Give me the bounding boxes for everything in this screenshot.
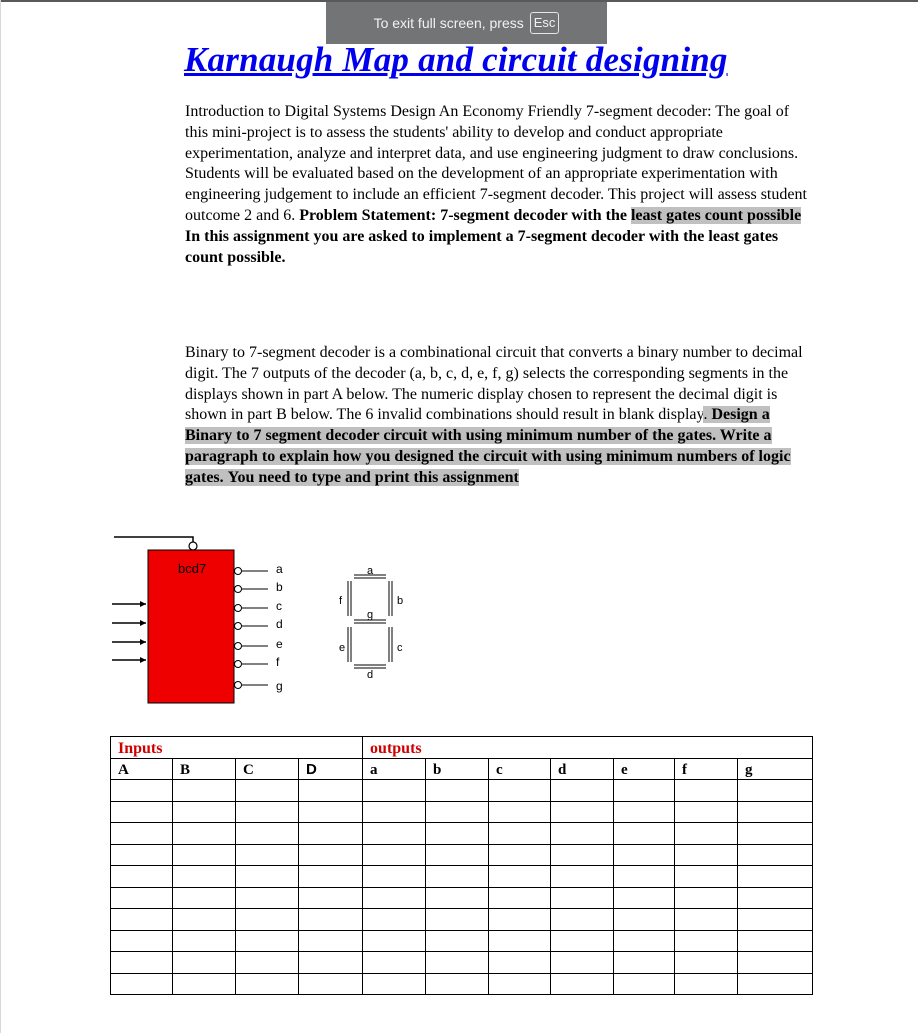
- table-cell: [111, 909, 173, 931]
- table-cell: [675, 887, 738, 909]
- table-cell: [236, 823, 299, 845]
- table-cell: [426, 801, 489, 823]
- decoder-output-e: e: [276, 637, 283, 651]
- table-cell: [236, 909, 299, 931]
- table-cell: [489, 801, 551, 823]
- table-cell: [675, 801, 738, 823]
- table-cell: [111, 930, 173, 952]
- table-cell: [173, 801, 236, 823]
- header-output-a: a: [363, 758, 426, 780]
- table-cell: [675, 952, 738, 974]
- table-cell: [551, 801, 614, 823]
- decoder-outputs: [235, 562, 284, 693]
- table-cell: [551, 887, 614, 909]
- table-cell: [173, 780, 236, 802]
- decoder-output-d: d: [276, 617, 283, 631]
- table-cell: [489, 930, 551, 952]
- table-cell: [111, 844, 173, 866]
- decoder-output-c: c: [276, 599, 282, 613]
- table-cell: [489, 973, 551, 995]
- header-input-d: D: [299, 758, 363, 780]
- table-cell: [173, 952, 236, 974]
- table-cell: [363, 952, 426, 974]
- table-cell: [551, 952, 614, 974]
- table-cell: [299, 973, 363, 995]
- table-cell: [738, 952, 813, 974]
- table-row: [111, 866, 813, 888]
- table-cell: [489, 844, 551, 866]
- table-cell: [675, 909, 738, 931]
- segment-label-g: g: [367, 609, 374, 621]
- table-cell: [489, 866, 551, 888]
- decoder-text: Binary to 7-segment decoder is a combinational circuit that converts a binary number to decimal digit. The 7 outputs of the decoder (a, b, c, d, e, f, g) selects the corresponding segments in the displays shown in part A below. The numeric display chosen to represent the decimal digit is shown in part B below. The 6 invalid combinations should result in blank display: [185, 344, 803, 424]
- table-cell: [236, 844, 299, 866]
- table-cell: [299, 887, 363, 909]
- truth-table-header-row: [111, 758, 813, 780]
- table-cell: [426, 823, 489, 845]
- decoder-label: bcd7: [178, 561, 207, 576]
- header-output-d: d: [551, 758, 614, 780]
- table-cell: [236, 973, 299, 995]
- segment-label-d: d: [367, 669, 374, 681]
- table-cell: [551, 823, 614, 845]
- table-cell: [236, 780, 299, 802]
- decoder-diagram: [0, 520, 918, 720]
- intro-paragraph: [185, 102, 813, 268]
- table-row: [111, 780, 813, 802]
- table-cell: [111, 887, 173, 909]
- table-cell: [236, 930, 299, 952]
- table-cell: [614, 780, 675, 802]
- table-cell: [738, 973, 813, 995]
- table-cell: [675, 780, 738, 802]
- table-cell: [614, 952, 675, 974]
- table-cell: [299, 844, 363, 866]
- table-cell: [363, 887, 426, 909]
- highlighted-phrase: least gates count possible: [630, 206, 802, 224]
- table-cell: [363, 930, 426, 952]
- table-cell: [738, 780, 813, 802]
- table-row: [111, 930, 813, 952]
- table-cell: [299, 780, 363, 802]
- table-cell: [299, 823, 363, 845]
- truth-table-group-row: [111, 737, 813, 759]
- header-input-b: B: [173, 758, 236, 780]
- table-cell: [363, 780, 426, 802]
- table-cell: [111, 866, 173, 888]
- design-instructions: Design a Binary to 7 segment decoder circuit with using minimum number of the gates. Write a paragraph to explain how you designed the circuit with using minimum numbers of logic gates.: [185, 406, 791, 486]
- header-output-c: c: [489, 758, 551, 780]
- problem-statement-lead: Problem Statement: 7-segment decoder with the: [299, 206, 631, 224]
- table-cell: [489, 823, 551, 845]
- table-row: [111, 823, 813, 845]
- table-row: [111, 909, 813, 931]
- table-cell: [738, 930, 813, 952]
- page-title: Karnaugh Map and circuit designing: [184, 40, 728, 79]
- esc-key-badge[interactable]: Esc: [530, 12, 560, 34]
- table-cell: [738, 844, 813, 866]
- enable-line: [114, 537, 193, 542]
- decoder-output-f: f: [276, 655, 280, 669]
- inputs-group-label: Inputs: [111, 737, 363, 759]
- header-input-a: A: [111, 758, 173, 780]
- fullscreen-exit-banner: [326, 2, 607, 44]
- input-arrows: [112, 601, 146, 663]
- table-row: [111, 952, 813, 974]
- table-cell: [111, 801, 173, 823]
- table-cell: [551, 930, 614, 952]
- table-row: [111, 973, 813, 995]
- table-cell: [173, 887, 236, 909]
- table-cell: [489, 887, 551, 909]
- table-cell: [551, 844, 614, 866]
- segment-label-e: e: [339, 642, 346, 654]
- table-cell: [299, 930, 363, 952]
- table-cell: [426, 866, 489, 888]
- table-cell: [551, 866, 614, 888]
- decoder-output-g: g: [276, 679, 283, 693]
- problem-statement-tail: In this assignment you are asked to implement a 7-segment decoder with the least gates count possible.: [185, 227, 779, 266]
- table-cell: [614, 909, 675, 931]
- table-cell: [236, 801, 299, 823]
- table-cell: [173, 909, 236, 931]
- seven-segment-display: [348, 575, 392, 668]
- table-cell: [363, 823, 426, 845]
- table-cell: [363, 844, 426, 866]
- table-cell: [675, 973, 738, 995]
- segment-label-f: f: [339, 595, 343, 607]
- truth-table-body: [111, 780, 813, 995]
- segment-label-c: c: [397, 642, 403, 654]
- table-row: [111, 844, 813, 866]
- segment-label-a: a: [367, 565, 374, 577]
- table-cell: [489, 952, 551, 974]
- table-cell: [236, 887, 299, 909]
- decoder-output-a: a: [276, 562, 283, 576]
- table-cell: [111, 780, 173, 802]
- table-cell: [173, 866, 236, 888]
- table-cell: [675, 930, 738, 952]
- table-cell: [489, 780, 551, 802]
- table-row: [111, 887, 813, 909]
- table-cell: [614, 823, 675, 845]
- table-cell: [738, 909, 813, 931]
- table-cell: [614, 801, 675, 823]
- table-cell: [173, 973, 236, 995]
- table-cell: [363, 973, 426, 995]
- table-cell: [426, 887, 489, 909]
- type-instructions: You need to type and print this assignment: [227, 468, 519, 486]
- table-cell: [363, 801, 426, 823]
- intro-text: Introduction to Digital Systems Design An Economy Friendly 7-segment decoder: The goal of this mini-project is to assess the students' ability to develop and conduct appropriate experimentation, analyze and interpret data, and use engineering judgment to draw conclusions. Students will be evaluated based on the development of an appropriate experimentation with engineering judgement to include an efficient 7-segment decoder. This project will assess student outcome 2 and 6.: [185, 103, 807, 224]
- table-cell: [426, 909, 489, 931]
- table-row: [111, 801, 813, 823]
- table-cell: [299, 801, 363, 823]
- table-cell: [738, 801, 813, 823]
- table-cell: [299, 952, 363, 974]
- header-input-c: C: [236, 758, 299, 780]
- header-output-b: b: [426, 758, 489, 780]
- table-cell: [551, 909, 614, 931]
- table-cell: [363, 909, 426, 931]
- table-cell: [299, 866, 363, 888]
- table-cell: [614, 930, 675, 952]
- table-cell: [426, 930, 489, 952]
- table-cell: [614, 887, 675, 909]
- table-cell: [426, 973, 489, 995]
- window-left-border: [0, 0, 1, 1033]
- table-cell: [236, 952, 299, 974]
- table-cell: [614, 973, 675, 995]
- table-cell: [675, 823, 738, 845]
- table-cell: [111, 973, 173, 995]
- table-cell: [614, 844, 675, 866]
- table-cell: [675, 844, 738, 866]
- header-output-e: e: [614, 758, 675, 780]
- table-cell: [426, 952, 489, 974]
- decoder-paragraph: [185, 343, 813, 489]
- table-cell: [738, 887, 813, 909]
- table-cell: [426, 780, 489, 802]
- fullscreen-banner-text: To exit full screen, press: [373, 15, 524, 31]
- table-cell: [111, 823, 173, 845]
- table-cell: [675, 866, 738, 888]
- table-cell: [738, 866, 813, 888]
- table-cell: [111, 952, 173, 974]
- table-cell: [173, 844, 236, 866]
- enable-bubble: [189, 542, 197, 550]
- header-output-f: f: [675, 758, 738, 780]
- table-cell: [299, 909, 363, 931]
- table-cell: [363, 866, 426, 888]
- table-cell: [173, 823, 236, 845]
- table-cell: [551, 973, 614, 995]
- table-cell: [173, 930, 236, 952]
- truth-table: [110, 736, 813, 995]
- segment-label-b: b: [397, 595, 404, 607]
- header-output-g: g: [738, 758, 813, 780]
- table-cell: [426, 844, 489, 866]
- decoder-output-b: b: [276, 580, 283, 594]
- table-cell: [614, 866, 675, 888]
- outputs-group-label: outputs: [363, 737, 813, 759]
- table-cell: [236, 866, 299, 888]
- table-cell: [551, 780, 614, 802]
- table-cell: [738, 823, 813, 845]
- table-cell: [489, 909, 551, 931]
- highlight-period: .: [703, 406, 712, 424]
